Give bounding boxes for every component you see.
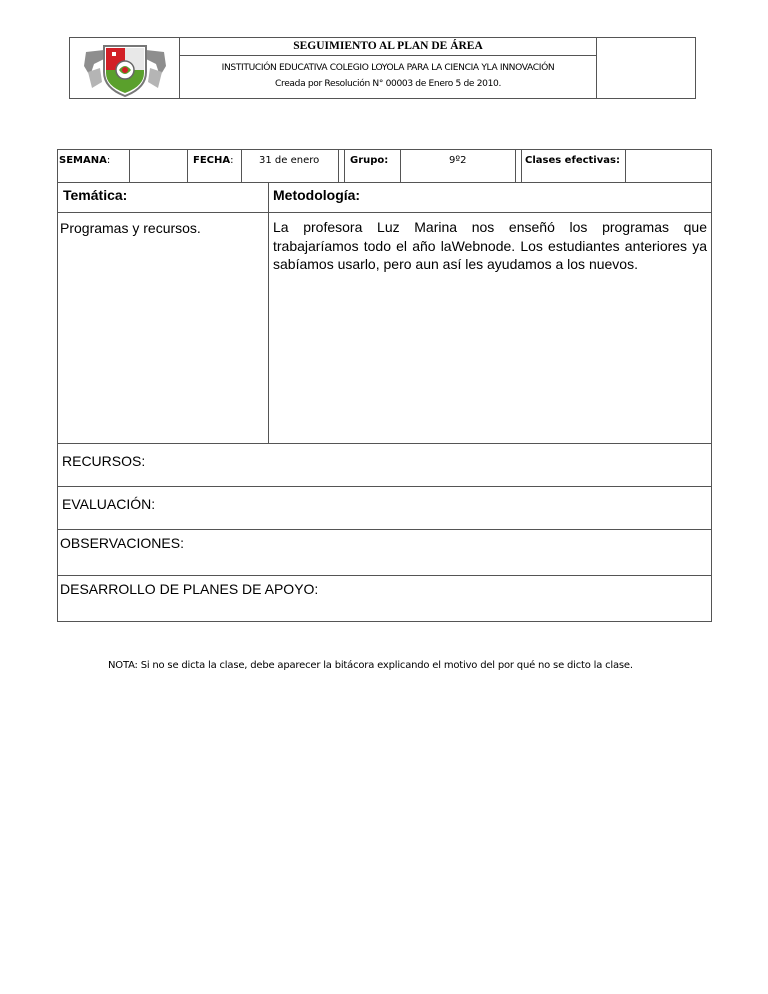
recursos-row[interactable]	[57, 444, 712, 487]
fecha-label-cell	[188, 150, 242, 182]
info-row	[57, 149, 712, 183]
fecha-colon: :	[230, 155, 234, 166]
tematica-label: Temática:	[63, 187, 128, 203]
clases-label-cell	[522, 150, 626, 182]
document-title: SEGUIMIENTO AL PLAN DE ÁREA	[180, 38, 596, 56]
clases-value-cell[interactable]	[626, 150, 711, 182]
evaluacion-row[interactable]	[57, 487, 712, 530]
recursos-label: RECURSOS:	[62, 453, 146, 469]
resolution-text: Creada por Resolución N° 00003 de Enero 5 de 2010.	[275, 79, 501, 89]
column-divider-body	[268, 213, 269, 443]
column-divider	[268, 183, 269, 212]
grupo-value-cell[interactable]	[401, 150, 516, 182]
semana-label-cell	[58, 150, 130, 182]
metodologia-value[interactable]: La profesora Luz Marina nos enseñó los programas que trabajaríamos todo el año laWebnode. Los estudiantes anteriores ya sabíamos usarlo, pero aun así les ayudamos a los nuevos.	[273, 219, 707, 272]
fecha-label: FECHA	[193, 155, 231, 166]
document-header	[69, 37, 696, 99]
fecha-value-cell[interactable]	[242, 150, 339, 182]
semana-value-cell[interactable]	[130, 150, 188, 182]
content-body-row	[57, 213, 712, 444]
logo-cell	[70, 38, 180, 98]
evaluacion-label: EVALUACIÓN:	[62, 496, 156, 512]
grupo-value: 9º2	[449, 155, 467, 166]
header-blank-cell	[597, 38, 695, 98]
desarrollo-row[interactable]	[57, 576, 712, 622]
desarrollo-label: DESARROLLO DE PLANES DE APOYO:	[60, 581, 319, 597]
metodologia-label: Metodología:	[273, 187, 361, 203]
grupo-label-cell	[345, 150, 401, 182]
header-title-cell	[180, 38, 597, 98]
content-header-row	[57, 183, 712, 213]
grupo-label: Grupo:	[350, 155, 389, 166]
nota-text: NOTA: Si no se dicta la clase, debe aparecer la bitácora explicando el motivo del por qué no se dicto la clase.	[108, 660, 633, 671]
school-crest-logo	[82, 42, 168, 98]
observaciones-row[interactable]	[57, 530, 712, 576]
semana-colon: :	[106, 155, 111, 166]
observaciones-label: OBSERVACIONES:	[60, 535, 184, 551]
institution-name: INSTITUCIÓN EDUCATIVA COLEGIO LOYOLA PARA LA CIENCIA YLA INNOVACIÓN	[221, 63, 555, 73]
tematica-value[interactable]: Programas y recursos.	[60, 220, 201, 236]
fecha-value: 31 de enero	[259, 155, 320, 166]
clases-label: Clases efectivas:	[525, 155, 620, 166]
semana-label: SEMANA	[59, 155, 107, 166]
